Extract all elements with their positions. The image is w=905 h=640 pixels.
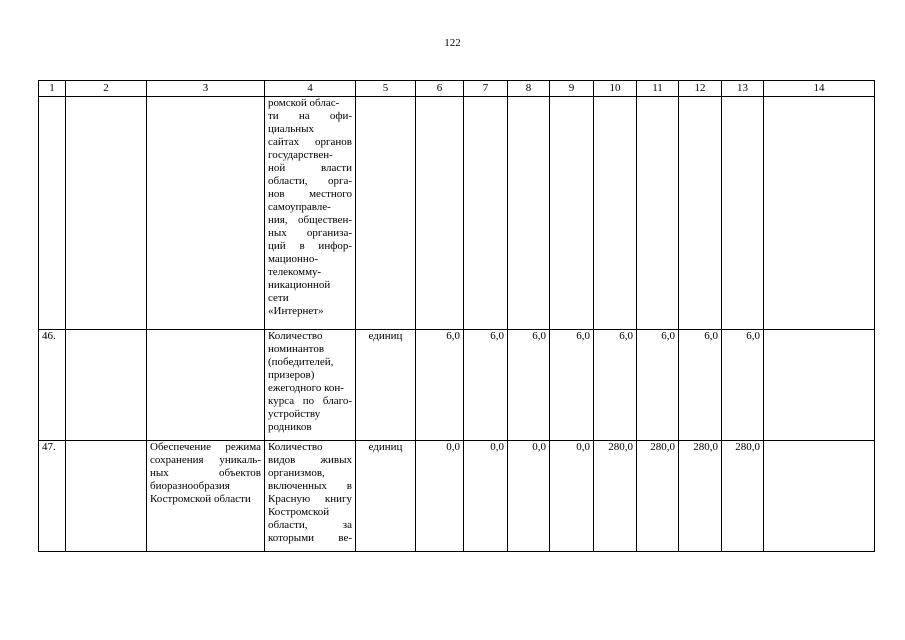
cell-indicator (265, 330, 356, 441)
cell-value: 6,0 (594, 330, 637, 441)
cell-col2 (66, 330, 147, 441)
cell-text-line: Количество (268, 330, 323, 342)
cell-indicator (265, 97, 356, 330)
cell-text-line: телекомму- (268, 266, 322, 278)
cell-text-line: ромской облас- (268, 97, 340, 109)
cell-value: 280,0 (637, 441, 679, 552)
column-header: 8 (508, 81, 550, 97)
cell-value: 6,0 (416, 330, 464, 441)
cell-text-line: ти на офи- (268, 110, 352, 122)
cell-unit: единиц (356, 330, 416, 441)
cell-value: 6,0 (508, 330, 550, 441)
row-number: 47. (39, 441, 66, 552)
cell-text-line: ных организа- (268, 227, 352, 239)
cell-text-line: курса по благо- (268, 395, 352, 407)
column-header: 6 (416, 81, 464, 97)
cell-text-line: которыми ве- (268, 532, 352, 544)
cell-col14 (764, 441, 875, 552)
header-row (39, 81, 875, 97)
cell-value: 6,0 (679, 330, 722, 441)
cell-unit (356, 97, 416, 330)
cell-text-line: ежегодного кон- (268, 382, 344, 394)
cell-measure (147, 330, 265, 441)
column-header: 2 (66, 81, 147, 97)
cell-text-line: ций в инфор- (268, 240, 352, 252)
cell-text-line: никационной (268, 279, 331, 291)
cell-text-line: государствен- (268, 149, 333, 161)
cell-value (679, 97, 722, 330)
cell-value: 6,0 (464, 330, 508, 441)
column-header: 10 (594, 81, 637, 97)
cell-text-line: сохранения уникаль- (150, 454, 261, 466)
cell-text-line: сайтах органов (268, 136, 352, 148)
column-header: 14 (764, 81, 875, 97)
column-header: 12 (679, 81, 722, 97)
cell-value: 6,0 (550, 330, 594, 441)
data-table (38, 80, 875, 552)
cell-text-line: сети (268, 292, 289, 304)
cell-text-line: родников (268, 421, 312, 433)
cell-measure (147, 97, 265, 330)
cell-value: 280,0 (679, 441, 722, 552)
cell-text-line: нов местного (268, 188, 352, 200)
cell-text-line: включенных в (268, 480, 352, 492)
cell-text-line: мационно- (268, 253, 318, 265)
cell-value: 6,0 (722, 330, 764, 441)
cell-text-line: области, за (268, 519, 352, 531)
cell-col2 (66, 441, 147, 552)
cell-text-line: Костромской (268, 506, 330, 518)
column-header: 3 (147, 81, 265, 97)
cell-text-line: «Интернет» (268, 305, 324, 317)
table-row (39, 441, 875, 552)
column-header: 1 (39, 81, 66, 97)
column-header: 11 (637, 81, 679, 97)
row-number: 46. (39, 330, 66, 441)
cell-text-line: области, орга- (268, 175, 352, 187)
page-number: 122 (444, 37, 461, 49)
cell-value: 6,0 (637, 330, 679, 441)
cell-text-line: Костромской области (150, 493, 251, 505)
row-number (39, 97, 66, 330)
cell-col14 (764, 97, 875, 330)
cell-text-line: организмов, (268, 467, 325, 479)
cell-text-line: биоразнообразия (150, 480, 230, 492)
cell-value (637, 97, 679, 330)
column-header: 9 (550, 81, 594, 97)
cell-value: 0,0 (550, 441, 594, 552)
cell-value: 280,0 (722, 441, 764, 552)
cell-text-line: ной власти (268, 162, 352, 174)
cell-text-line: устройству (268, 408, 321, 420)
table-row (39, 330, 875, 441)
cell-unit: единиц (356, 441, 416, 552)
cell-text-line: Красную книгу (268, 493, 352, 505)
column-header: 13 (722, 81, 764, 97)
cell-text-line: видов живых (268, 454, 352, 466)
cell-text-line: призеров) (268, 369, 315, 381)
cell-text-line: Обеспечение режима (150, 441, 261, 453)
cell-text-line: ния, обществен- (268, 214, 352, 226)
column-header: 4 (265, 81, 356, 97)
cell-value: 0,0 (464, 441, 508, 552)
cell-col14 (764, 330, 875, 441)
cell-value (550, 97, 594, 330)
cell-text-line: циальных (268, 123, 315, 135)
column-header: 5 (356, 81, 416, 97)
cell-text-line: самоуправле- (268, 201, 331, 213)
cell-col2 (66, 97, 147, 330)
cell-indicator (265, 441, 356, 552)
cell-text-line: номинантов (268, 343, 325, 355)
cell-value (508, 97, 550, 330)
cell-text-line: Количество (268, 441, 323, 453)
cell-value (594, 97, 637, 330)
cell-value: 0,0 (416, 441, 464, 552)
cell-value (722, 97, 764, 330)
cell-value (464, 97, 508, 330)
cell-value: 280,0 (594, 441, 637, 552)
cell-value (416, 97, 464, 330)
cell-measure (147, 441, 265, 552)
cell-value: 0,0 (508, 441, 550, 552)
table-row (39, 97, 875, 330)
cell-text-line: (победителей, (268, 356, 334, 368)
cell-text-line: ных объектов (150, 467, 261, 479)
column-header: 7 (464, 81, 508, 97)
